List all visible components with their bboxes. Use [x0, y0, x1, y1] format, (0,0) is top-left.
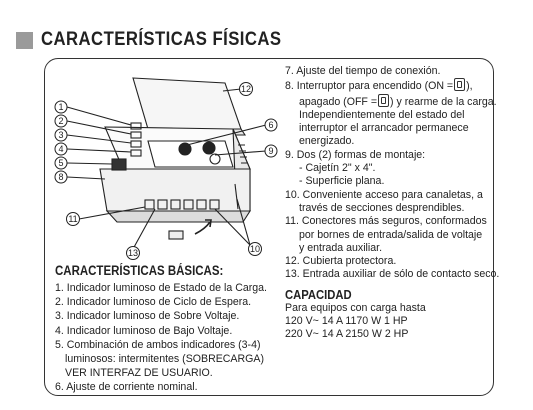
svg-text:4: 4 [58, 144, 64, 154]
svg-text:3: 3 [58, 130, 64, 140]
callout-13 [127, 247, 140, 260]
basics-item: 4. Indicador luminoso de Bajo Voltaje. [55, 324, 233, 337]
capacity-row: 220 V~ 14 A 2150 W 2 HP [285, 328, 409, 341]
basics-item-continued: VER INTERFAZ DE USUARIO. [65, 367, 213, 380]
basics-item: 1. Indicador luminoso de Estado de la Carga. [55, 282, 268, 294]
device-illustration [45, 59, 285, 279]
feature-item: por bornes de entrada/salida de voltaje [299, 228, 483, 241]
feature-item: 8. Interruptor para encendido (ON = ), [285, 80, 473, 93]
feature-item: través de secciones desprendibles. [299, 201, 465, 214]
callout-9 [265, 145, 277, 157]
feature-item: 10. Conveniente acceso para canaletas, a [285, 188, 483, 201]
content-panel [44, 58, 500, 396]
capacity-heading: CAPACIDAD [285, 287, 352, 302]
callout-6 [265, 119, 277, 131]
page-title: CARACTERÍSTICAS FÍSICAS [41, 29, 282, 50]
feature-item: 11. Conectores más seguros, conformados [285, 215, 487, 228]
basics-heading: CARACTERÍSTICAS BÁSICAS: [55, 263, 224, 278]
feature-item: 12. Cubierta protectora. [285, 255, 397, 268]
section-header [16, 28, 314, 52]
feature-item: - Superficie plana. [299, 175, 385, 188]
switch-on-icon [454, 78, 465, 91]
capacity-row: 120 V~ 14 A 1170 W 1 HP [285, 315, 408, 328]
svg-text:10: 10 [249, 244, 261, 254]
feature-item: 13. Entrada auxiliar de sólo de contacto seco. [285, 268, 500, 281]
callout-10 [249, 243, 262, 256]
svg-text:13: 13 [127, 248, 139, 258]
feature-item: 7. Ajuste del tiempo de conexión. [285, 65, 441, 77]
basics-item: 5. Combinación de ambos indicadores (3-4) [55, 338, 261, 351]
feature-item: y entrada auxiliar. [299, 241, 383, 254]
basics-item: 3. Indicador luminoso de Sobre Voltaje. [55, 310, 240, 323]
feature-item: energizado. [299, 135, 355, 148]
switch-off-icon [378, 94, 389, 107]
feature-item: interruptor el arrancador permanece [299, 122, 469, 135]
basics-item: 2. Indicador luminoso de Ciclo de Espera. [55, 296, 252, 309]
callout-1 [55, 101, 67, 113]
basics-item: 6. Ajuste de corriente nominal. [55, 381, 198, 394]
callout-8 [55, 171, 67, 183]
svg-text:9: 9 [268, 146, 274, 156]
basics-list [55, 281, 295, 395]
svg-text:1: 1 [58, 102, 64, 112]
feature-item: - Cajetín 2" x 4". [299, 162, 376, 175]
feature-item: 9. Dos (2) formas de montaje: [285, 148, 426, 161]
svg-text:6: 6 [268, 120, 274, 130]
feature-item: Independientemente del estado del [299, 108, 465, 121]
svg-text:11: 11 [68, 214, 78, 224]
feature-item: apagado (OFF = ) y rearme de la carga. [299, 95, 497, 108]
callout-11 [67, 213, 80, 226]
basics-item-continued: luminosos: intermitentes (SOBRECARGA) [65, 353, 264, 366]
svg-text:2: 2 [58, 116, 64, 126]
header-square-icon [16, 32, 33, 49]
capacity-subtitle: Para equipos con carga hasta [285, 301, 426, 314]
callout-3 [55, 129, 67, 141]
svg-text:5: 5 [58, 158, 64, 168]
svg-text:8: 8 [58, 172, 64, 182]
callout-4 [55, 143, 67, 155]
callout-2 [55, 115, 67, 127]
callout-5 [55, 157, 67, 169]
callout-12 [240, 83, 253, 96]
svg-text:12: 12 [240, 84, 252, 94]
features-list [285, 65, 500, 342]
